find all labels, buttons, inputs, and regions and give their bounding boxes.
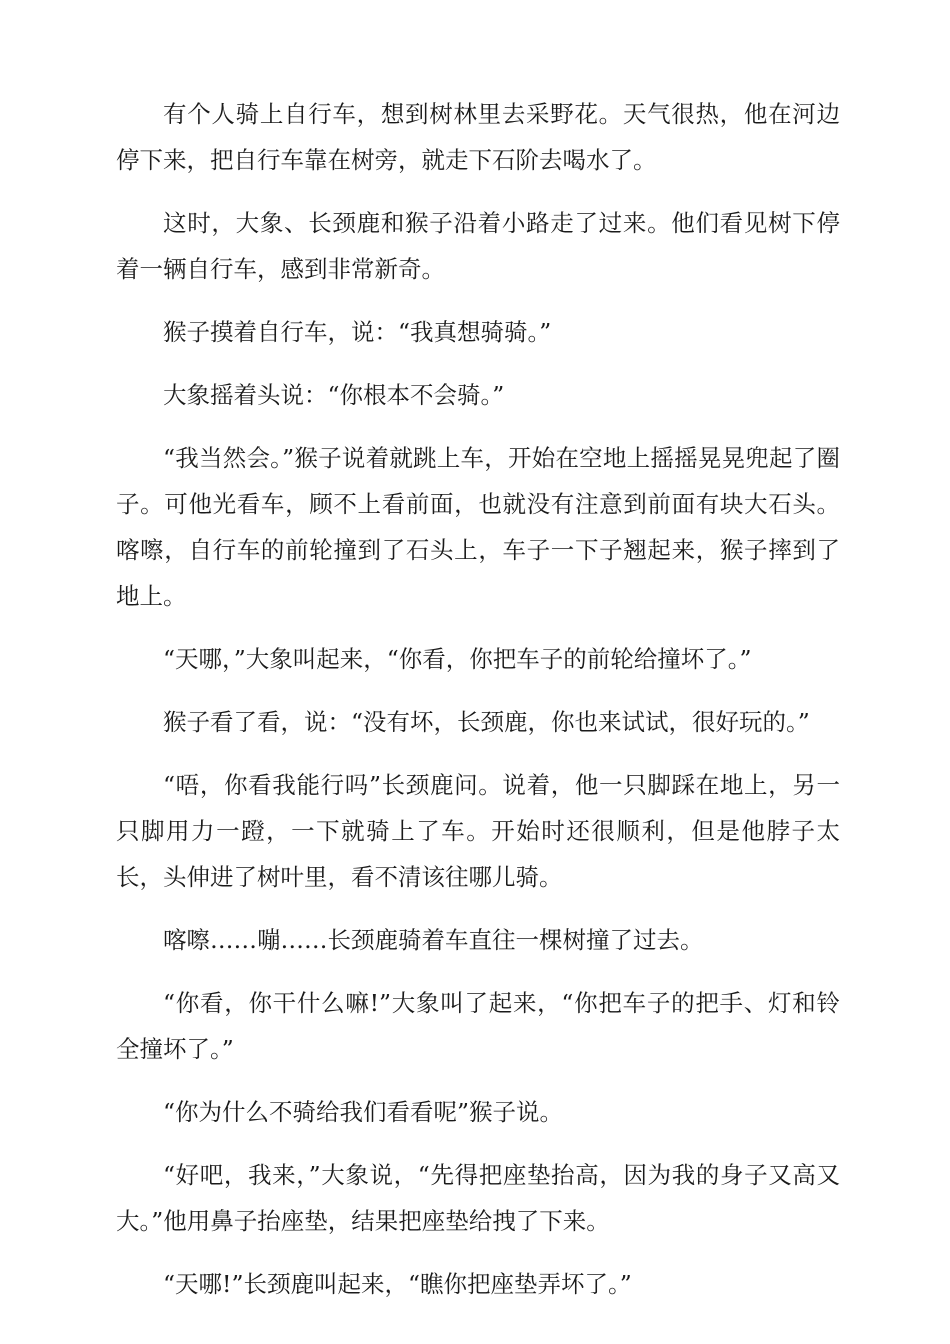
paragraph-5: “我当然会。”猴子说着就跳上车，开始在空地上摇摇晃晃兜起了圈子。可他光看车，顾不上看前面，也就没有注意到前面有块大石头。喀嚓，自行车的前轮撞到了石头上，车子一下子翘起来，猴子摔到了地上。 [116, 444, 840, 610]
paragraph-8: “唔，你看我能行吗”长颈鹿问。说着，他一只脚踩在地上，另一只脚用力一蹬，一下就骑上了车。开始时还很顺利，但是他脖子太长，头伸进了树叶里，看不清该往哪儿骑。 [116, 771, 840, 891]
paragraph-7: 猴子看了看，说：“没有坏，长颈鹿，你也来试试，很好玩的。” [163, 708, 810, 736]
paragraph-9: 喀嚓……嘣……长颈鹿骑着车直往一棵树撞了过去。 [163, 926, 704, 954]
paragraph-11: “你为什么不骑给我们看看呢”猴子说。 [163, 1098, 564, 1126]
paragraph-10: “你看，你干什么嘛!”大象叫了起来，“你把车子的把手、灯和铃全撞坏了。” [116, 989, 840, 1063]
paragraph-6: “天哪，”大象叫起来，“你看，你把车子的前轮给撞坏了。” [163, 645, 752, 673]
paragraph-4: 大象摇着头说：“你根本不会骑。” [163, 381, 505, 409]
paragraph-12: “好吧，我来，”大象说，“先得把座垫抬高，因为我的身子又高又大。”他用鼻子抬座垫，结果把座垫给拽了下来。 [116, 1161, 840, 1235]
paragraph-13: “天哪!”长颈鹿叫起来，“瞧你把座垫弄坏了。” [163, 1270, 632, 1298]
paragraph-1: 有个人骑上自行车，想到树林里去采野花。天气很热，他在河边停下来，把自行车靠在树旁，就走下石阶去喝水了。 [116, 100, 840, 174]
paragraph-3: 猴子摸着自行车，说：“我真想骑骑。” [163, 318, 552, 346]
document-page [116, 91, 840, 1324]
paragraph-2: 这时，大象、长颈鹿和猴子沿着小路走了过来。他们看见树下停着一辆自行车，感到非常新奇。 [116, 209, 840, 283]
